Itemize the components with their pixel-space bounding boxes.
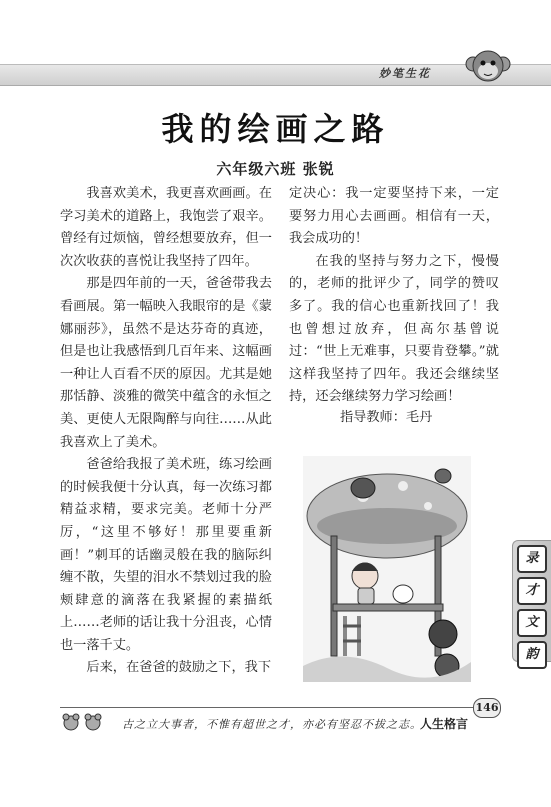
paragraph: 爸爸给我报了美术班，练习绘画的时候我便十分认真，每一次练习都精益求精，要求完美。老师十分严厉，“这里不够好！那里要重新画！”刺耳的话幽灵般在我的脑际纠缠不散，失望的泪水不禁划过我的脸颊肆意的滴落在我紧握的素描纸上……老师的话让我十分沮丧，心情也一落千丈。 xyxy=(60,457,272,653)
footer-quote-label: 人生格言 xyxy=(420,717,469,731)
article-byline: 六年级六班 张锐 xyxy=(216,160,335,178)
paragraph: 后来，在爸爸的鼓励之下，我下 xyxy=(86,660,272,676)
side-tab-char: 韵 xyxy=(517,641,547,669)
girl-under-mushroom-illustration xyxy=(303,456,471,682)
paragraph: 我喜欢美术，我更喜欢画画。在学习美术的道路上，我饱尝了艰辛。曾经有过烦恼，曾经想要放弃，但一次次收获的喜悦让我坚持了四年。 xyxy=(60,186,272,269)
side-tab-char: 录 xyxy=(517,545,547,573)
paragraph: 定决心：我一定要坚持下来，一定要努力用心去画画。相信有一天，我会成功的！ xyxy=(289,186,499,247)
section-tag: 妙笔生花 xyxy=(379,67,431,80)
footer-divider xyxy=(60,707,499,708)
bear-decoration-icon xyxy=(60,713,104,733)
footer-quote: 古之立大事者，不惟有超世之才，亦必有坚忍不拔之志。 xyxy=(122,718,422,731)
left-column xyxy=(60,183,272,680)
teacher-credit: 指导教师：毛丹 xyxy=(340,410,433,425)
page-number: 146 xyxy=(473,698,501,718)
paragraph: 在我的坚持与努力之下，慢慢的，老师的批评少了，同学的赞叹多了。我的信心也重新找回了！我也曾想过放弃，但高尔基曾说过：“世上无难事，只要肯登攀。”就这样我坚持了四年。我还会继续坚持，还会继续努力学习绘画！ xyxy=(289,253,499,405)
section-side-tab xyxy=(512,540,551,662)
side-tab-char: 才 xyxy=(517,577,547,605)
right-column xyxy=(289,183,499,409)
paragraph: 那是四年前的一天，爸爸带我去看画展。第一幅映入我眼帘的是《蒙娜丽莎》，虽然不是达芬奇的真迹，但是也让我感悟到几百年来、这幅画一种让人百看不厌的原因。尤其是她那恬静、淡雅的微笑中蕴含的永恒之美、更使人无限陶醉与向往……从此我喜欢上了美术。 xyxy=(60,276,272,450)
monkey-mascot-icon xyxy=(463,44,513,90)
side-tab-char: 文 xyxy=(517,609,547,637)
article-title: 我的绘画之路 xyxy=(161,110,390,148)
